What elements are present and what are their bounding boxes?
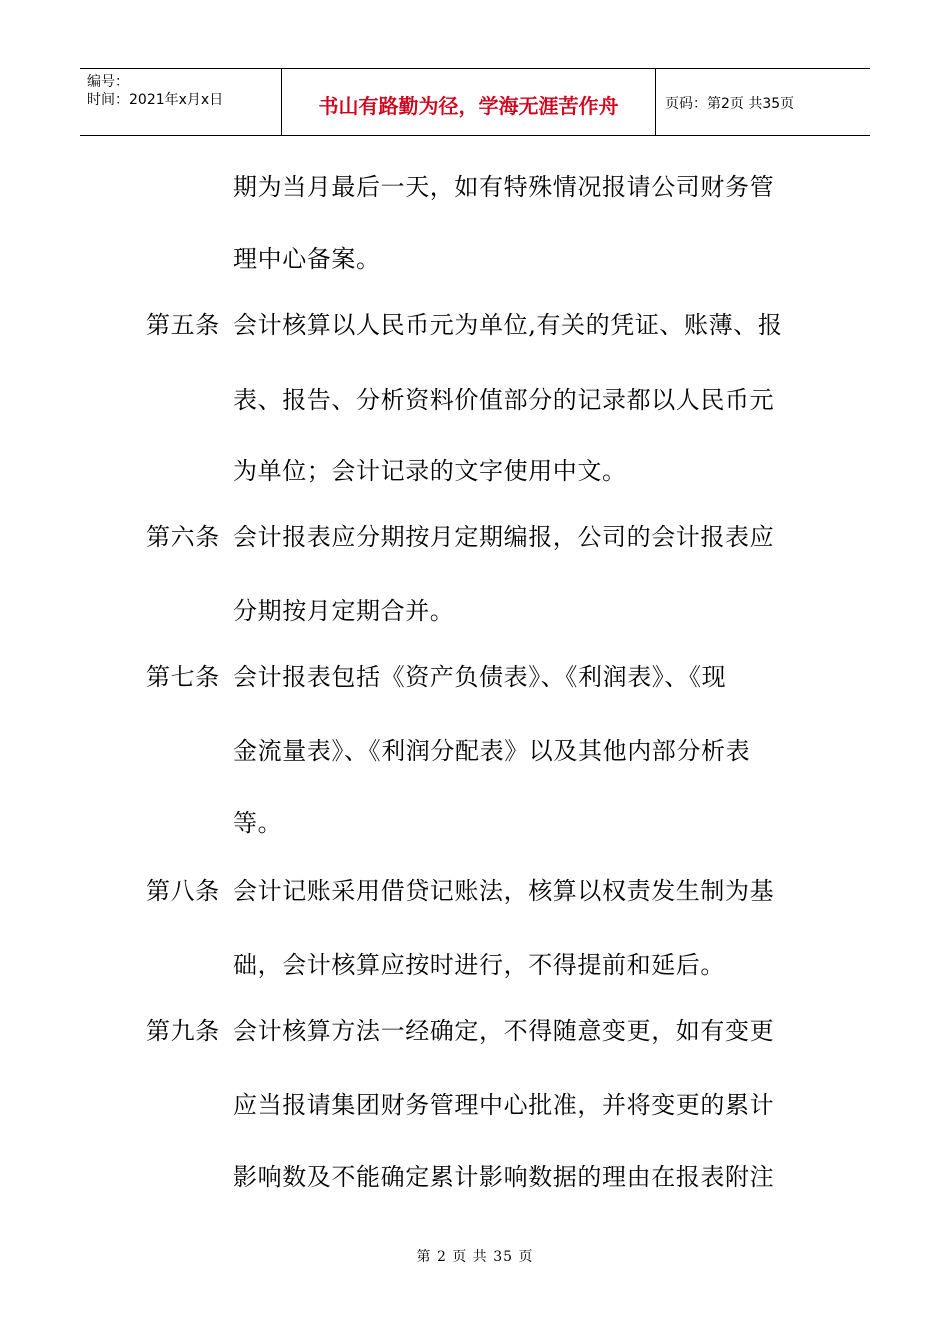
article-label-8: 第八条	[146, 877, 220, 905]
article-9-line-3: 影响数及不能确定累计影响数据的理由在报表附注	[233, 1163, 775, 1191]
continuation-line-2: 理中心备案。	[233, 245, 381, 273]
article-7-line-3: 等。	[233, 809, 283, 837]
article-label-9: 第九条	[146, 1017, 220, 1045]
article-7-line-1: 会计报表包括《资产负债表》、《利润表》、《现	[233, 663, 727, 691]
header-meta	[80, 69, 282, 135]
document-number-label: 编号：	[87, 74, 129, 90]
page-header	[80, 68, 870, 136]
article-7-line-2: 金流量表》、《利润分配表》以及其他内部分析表	[233, 737, 751, 765]
header-motto: 书山有路勤为径，学海无涯苦作舟	[282, 69, 656, 135]
article-6-line-1: 会计报表应分期按月定期编报，公司的会计报表应	[233, 523, 775, 551]
document-time-label: 时间：2021年x月x日	[87, 92, 224, 108]
article-9-line-2: 应当报请集团财务管理中心批准，并将变更的累计	[233, 1091, 775, 1119]
article-6-line-2: 分期按月定期合并。	[233, 597, 455, 625]
article-8-line-1: 会计记账采用借贷记账法，核算以权责发生制为基	[233, 877, 775, 905]
header-page-info: 页码：第2页 共35页	[665, 96, 795, 112]
article-8-line-2: 础，会计核算应按时进行，不得提前和延后。	[233, 951, 725, 979]
article-5-line-3: 为单位；会计记录的文字使用中文。	[233, 457, 627, 485]
article-label-5: 第五条	[146, 311, 220, 339]
page-footer: 第 2 页 共 35 页	[416, 1249, 534, 1265]
article-9-line-1: 会计核算方法一经确定，不得随意变更，如有变更	[233, 1017, 775, 1045]
continuation-line-1: 期为当月最后一天，如有特殊情况报请公司财务管	[233, 173, 775, 201]
article-5-line-1: 会计核算以人民币元为单位,有关的凭证、账薄、报	[233, 311, 783, 339]
article-5-line-2: 表、报告、分析资料价值部分的记录都以人民币元	[233, 386, 775, 414]
article-label-6: 第六条	[146, 523, 220, 551]
article-label-7: 第七条	[146, 663, 220, 691]
